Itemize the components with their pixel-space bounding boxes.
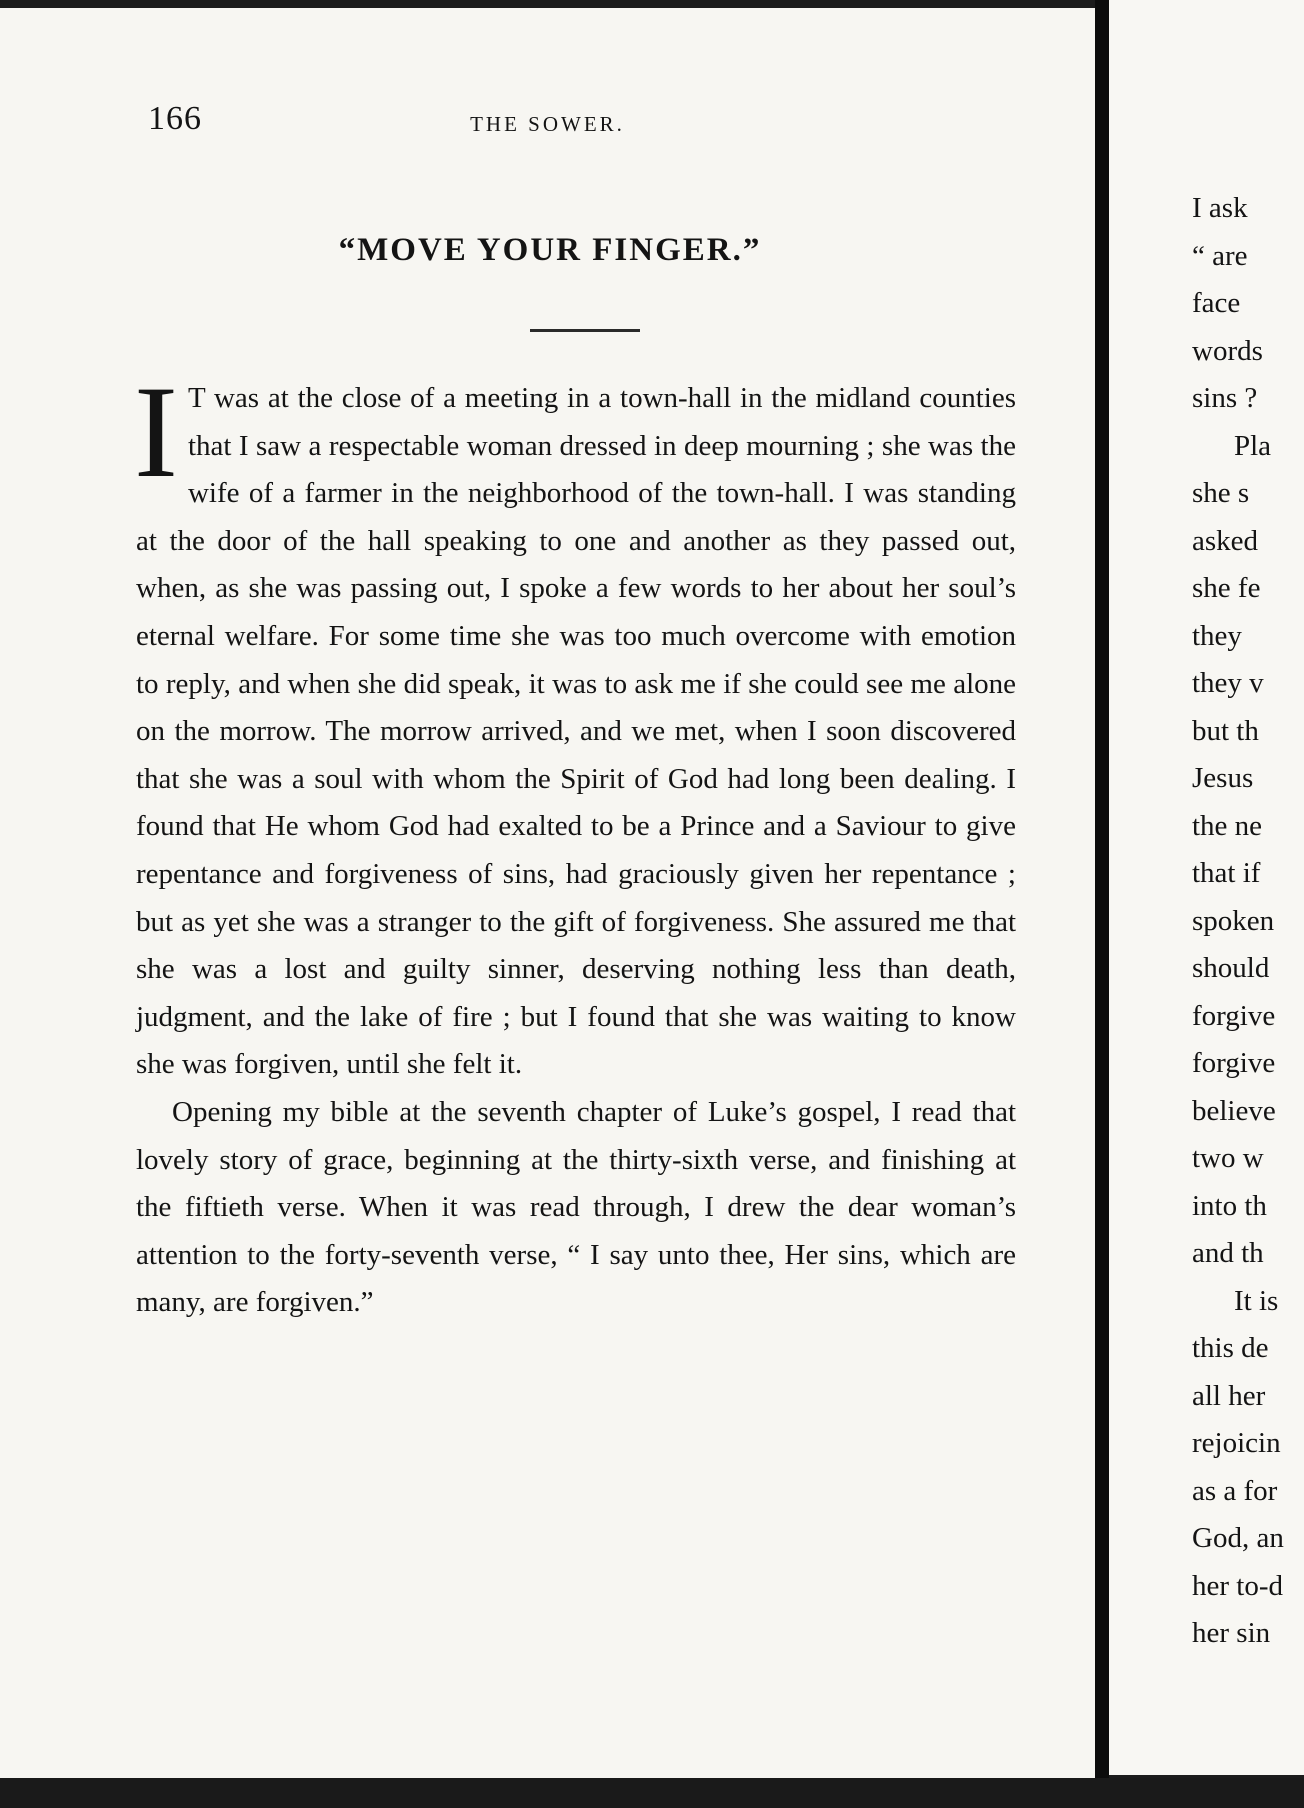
right-line: “ are: [1192, 239, 1248, 272]
paragraph-2: Opening my bible at the seventh chapter of Luke’s gospel, I read that lovely story of grace, beginning at the thirty-sixth verse, and finishing at the fiftieth verse. When it was read through, I drew the dear woman’s attention to the forty-seventh verse, “ I say unto thee, Her sins, which are many, are forgiven.”: [136, 1095, 1016, 1319]
right-line: that if: [1192, 857, 1261, 889]
right-line: she s: [1192, 477, 1250, 509]
right-line: words: [1192, 334, 1263, 367]
page-number: 166: [148, 100, 202, 137]
right-page-text: [1192, 185, 1304, 1658]
right-line: God, an: [1192, 1522, 1284, 1554]
book-gutter: [1095, 0, 1109, 1808]
right-line: they: [1192, 619, 1242, 652]
article-body: [134, 358, 1016, 1327]
right-line: she fe: [1192, 572, 1261, 604]
right-line: they v: [1192, 667, 1264, 699]
right-line: rejoicin: [1192, 1427, 1281, 1459]
paragraph-1-text: T was at the close of a meeting in a town-hall in the midland counties that I saw a respectable woman dressed in deep mourning ; she was the wife of a farmer in the neighborhood of the town-hall. I was standing at the door of the hall speaking to one and another as they passed out, when, as she was passing out, I spoke a few words to her about her soul’s eternal welfare. For some time she was too much overcome with emotion to reply, and when she did speak, it was to ask me if she could see me alone on the morrow. The morrow arrived, and we met, when I soon discovered that she was a soul with whom the Spirit of God had long been dealing. I found that He whom God had exalted to be a Prince and a Saviour to give repentance and forgiveness of sins, had graciously given her repentance ; but as yet she was a stranger to the gift of forgiveness. She assured me that she was a lost and guilty sinner, deserving nothing less than death, judgment, and the lake of fire ; but I found that she was waiting to know she was forgiven, until she felt it.: [136, 382, 1016, 1081]
right-line: spoken: [1192, 904, 1275, 937]
right-line: two w: [1192, 1142, 1264, 1174]
right-line: but th: [1192, 714, 1259, 747]
left-page: [0, 8, 1095, 1778]
article-title: “MOVE YOUR FINGER.”: [338, 232, 762, 268]
right-line: the ne: [1192, 809, 1263, 842]
right-line: I ask: [1192, 192, 1248, 224]
right-line: forgive: [1192, 1047, 1276, 1079]
right-line: asked: [1192, 524, 1259, 557]
right-line: forgive: [1192, 999, 1276, 1032]
right-line: It is: [1234, 1284, 1279, 1317]
right-line: should: [1192, 952, 1270, 984]
running-head: THE SOWER.: [470, 112, 625, 136]
right-line: Pla: [1234, 429, 1272, 462]
right-line: face: [1192, 287, 1241, 319]
drop-cap: I: [134, 358, 178, 505]
right-line: as a for: [1192, 1474, 1278, 1507]
scan-bottom-edge: [0, 1778, 1304, 1808]
right-line: this de: [1192, 1332, 1269, 1364]
right-line: her sin: [1192, 1617, 1271, 1649]
right-line: her to-d: [1192, 1569, 1283, 1602]
title-rule: [530, 329, 640, 332]
right-line: and th: [1192, 1237, 1264, 1269]
paragraph-1: [134, 358, 1016, 1089]
right-line: into th: [1192, 1189, 1267, 1222]
right-line: Jesus: [1192, 762, 1254, 794]
right-line: all her: [1192, 1379, 1266, 1412]
right-line: sins ?: [1192, 382, 1258, 414]
right-line: believe: [1192, 1094, 1276, 1127]
